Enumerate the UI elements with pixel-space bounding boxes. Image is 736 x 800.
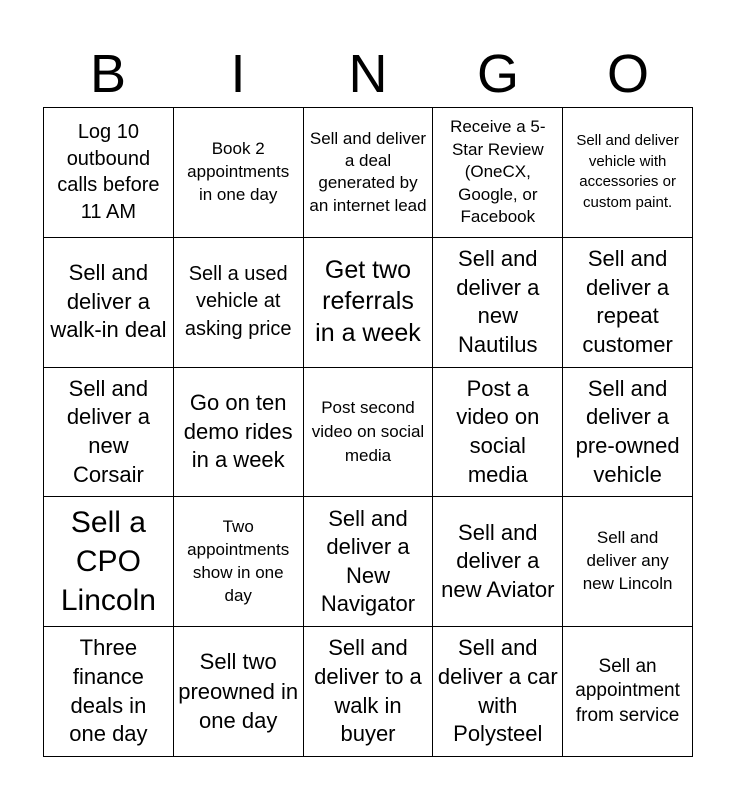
bingo-cell-text: Sell a CPO Lincoln (60, 506, 156, 618)
bingo-cell[interactable] (44, 108, 174, 238)
bingo-cell[interactable] (304, 497, 434, 627)
header-letter-g: G (476, 44, 519, 104)
bingo-cell[interactable] (44, 627, 174, 757)
bingo-header (43, 40, 693, 108)
bingo-cell-text: Sell and deliver vehicle with accessories or custom paint. (576, 132, 679, 212)
bingo-cell-text: Sell and deliver any new Lincoln (582, 528, 673, 594)
bingo-cell[interactable] (563, 368, 693, 498)
bingo-cell-text: Get two referrals in a week (315, 255, 421, 348)
bingo-cell[interactable] (304, 368, 434, 498)
bingo-cell-text: Receive a 5-Star Review (OneCX, Google, or Facebook (450, 117, 546, 227)
bingo-card (43, 107, 693, 757)
bingo-cell[interactable] (174, 368, 304, 498)
bingo-cell[interactable] (563, 497, 693, 627)
bingo-cell[interactable] (563, 627, 693, 757)
bingo-cell[interactable] (433, 497, 563, 627)
bingo-cell[interactable] (44, 497, 174, 627)
bingo-cell[interactable] (304, 238, 434, 368)
bingo-cell[interactable] (433, 368, 563, 498)
bingo-cell[interactable] (174, 108, 304, 238)
bingo-cell-text: Sell and deliver a repeat customer (582, 246, 673, 357)
bingo-cell-text: Sell and deliver a new Nautilus (456, 246, 540, 357)
bingo-cell[interactable] (44, 238, 174, 368)
header-letter-o: O (606, 44, 649, 104)
bingo-cell-text: Sell and deliver a car with Polysteel (437, 635, 558, 747)
bingo-cell[interactable] (304, 627, 434, 757)
bingo-cell[interactable] (433, 238, 563, 368)
bingo-cell-text: Sell and deliver a deal generated by an internet lead (309, 128, 427, 215)
bingo-cell-text: Sell and deliver a new Aviator (441, 519, 555, 603)
bingo-cell-text: Sell and deliver to a walk in buyer (314, 635, 422, 747)
bingo-cell-text: Post second video on social media (311, 397, 425, 466)
bingo-cell[interactable] (563, 108, 693, 238)
bingo-cell[interactable] (304, 108, 434, 238)
bingo-cell-text: Book 2 appointments in one day (187, 138, 290, 204)
bingo-cell-text: Sell and deliver a walk-in deal (50, 260, 167, 343)
header-letter-i: I (230, 44, 246, 104)
bingo-cell[interactable] (174, 497, 304, 627)
bingo-cell[interactable] (433, 627, 563, 757)
bingo-cell[interactable] (563, 238, 693, 368)
bingo-cell-text: Sell and deliver a New Navigator (320, 505, 416, 617)
bingo-cell-text: Sell and deliver a new Corsair (66, 375, 150, 487)
bingo-cell-text: Sell and deliver a pre-owned vehicle (575, 375, 680, 487)
header-letter-b: B (89, 44, 127, 104)
bingo-cell-text: Sell two preowned in one day (178, 649, 299, 734)
bingo-cell-text: Sell a used vehicle at asking price (184, 262, 292, 340)
bingo-cell[interactable] (433, 108, 563, 238)
bingo-cell[interactable] (44, 368, 174, 498)
bingo-cell[interactable] (174, 627, 304, 757)
header-letter-n: N (348, 44, 388, 104)
bingo-cell-text: Three finance deals in one day (69, 635, 148, 747)
bingo-cell-text: Post a video on social media (456, 375, 540, 487)
bingo-cell-text: Sell an appointment from service (575, 655, 680, 726)
bingo-cell-text: Go on ten demo rides in a week (183, 390, 293, 473)
bingo-cell-text: Log 10 outbound calls before 11 AM (57, 121, 160, 223)
bingo-cell[interactable] (174, 238, 304, 368)
bingo-cell-text: Two appointments show in one day (187, 516, 290, 605)
